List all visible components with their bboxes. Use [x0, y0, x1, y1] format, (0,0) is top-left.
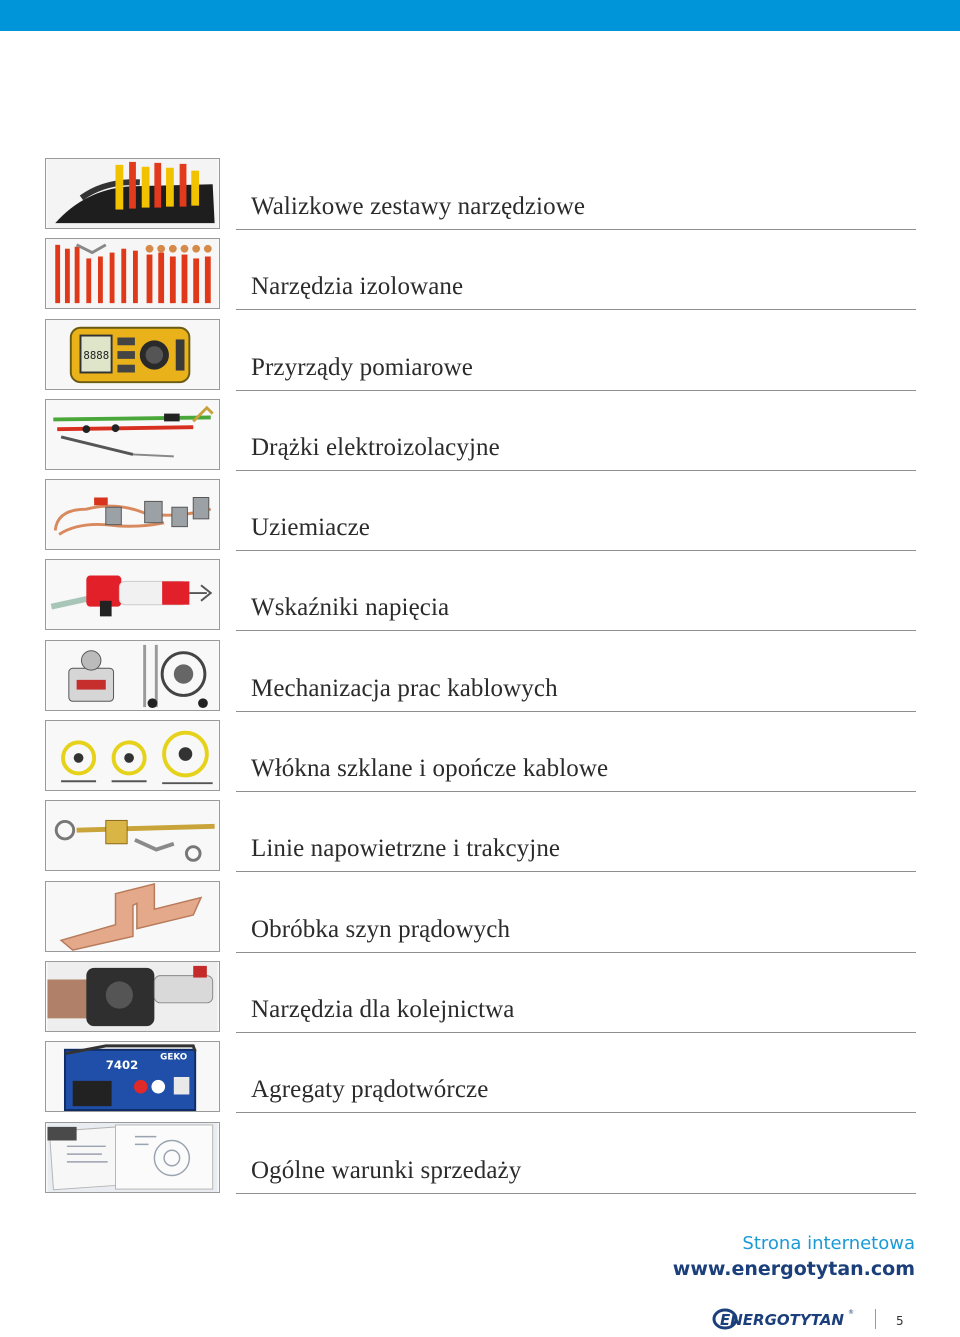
item-label: Obróbka szyn prądowych: [251, 915, 511, 943]
list-item[interactable]: [45, 639, 916, 719]
fiberglass-reels-icon: [45, 720, 220, 791]
row-divider: [236, 470, 916, 471]
row-divider: [236, 1032, 916, 1033]
page-number: 5: [896, 1314, 904, 1328]
multimeter-icon: [45, 319, 220, 390]
website-link[interactable]: www.energotytan.com: [672, 1258, 915, 1280]
rail-tool-icon: [45, 961, 220, 1032]
item-label: Uziemiacze: [251, 514, 370, 542]
catalog-list: [45, 157, 916, 1201]
svg-text:®: ®: [848, 1309, 854, 1316]
cable-winch-icon: [45, 640, 220, 711]
item-label: Wskaźniki napięcia: [251, 594, 450, 622]
row-divider: [236, 952, 916, 953]
list-item[interactable]: [45, 1121, 916, 1201]
row-divider: [236, 1193, 916, 1194]
item-label: Ogólne warunki sprzedaży: [251, 1156, 522, 1184]
documents-icon: [45, 1122, 220, 1193]
insulating-rods-icon: [45, 399, 220, 470]
list-item[interactable]: [45, 558, 916, 638]
grounding-clamps-icon: [45, 479, 220, 550]
row-divider: [236, 229, 916, 230]
svg-text:8888: 8888: [83, 348, 110, 362]
overhead-line-tool-icon: [45, 800, 220, 871]
website-caption: Strona internetowa: [742, 1233, 915, 1254]
energotytan-logo: [712, 1306, 857, 1332]
list-item[interactable]: [45, 478, 916, 558]
item-label: Drążki elektroizolacyjne: [251, 433, 500, 461]
item-label: Agregaty prądotwórcze: [251, 1076, 489, 1104]
footer-divider: [875, 1309, 876, 1329]
item-label: Narzędzia izolowane: [251, 273, 464, 301]
list-item[interactable]: [45, 880, 916, 960]
svg-text:ENERGOTYTAN: ENERGOTYTAN: [720, 1311, 844, 1329]
busbar-icon: [45, 881, 220, 952]
list-item[interactable]: [45, 799, 916, 879]
row-divider: [236, 791, 916, 792]
item-label: Mechanizacja prac kablowych: [251, 674, 558, 702]
insulated-tools-icon: [45, 238, 220, 309]
list-item[interactable]: [45, 960, 916, 1040]
list-item[interactable]: [45, 398, 916, 478]
generator-brand: GEKO: [160, 1052, 188, 1063]
row-divider: [236, 390, 916, 391]
tool-bag-icon: [45, 158, 220, 229]
row-divider: [236, 630, 916, 631]
generator-icon: [45, 1041, 220, 1112]
voltage-indicator-icon: [45, 559, 220, 630]
row-divider: [236, 550, 916, 551]
row-divider: [236, 711, 916, 712]
list-item[interactable]: [45, 157, 916, 237]
list-item[interactable]: [45, 237, 916, 317]
item-label: Walizkowe zestawy narzędziowe: [251, 193, 586, 220]
top-color-bar: [0, 0, 960, 31]
row-divider: [236, 1112, 916, 1113]
row-divider: [236, 871, 916, 872]
row-divider: [236, 309, 916, 310]
item-label: Narzędzia dla kolejnictwa: [251, 995, 515, 1023]
item-label: Przyrządy pomiarowe: [251, 353, 473, 381]
item-label: Włókna szklane i opończe kablowe: [251, 755, 609, 783]
list-item[interactable]: [45, 1040, 916, 1120]
list-item[interactable]: [45, 318, 916, 398]
item-label: Linie napowietrzne i trakcyjne: [251, 835, 561, 863]
generator-model: 7402: [105, 1058, 139, 1073]
list-item[interactable]: [45, 719, 916, 799]
